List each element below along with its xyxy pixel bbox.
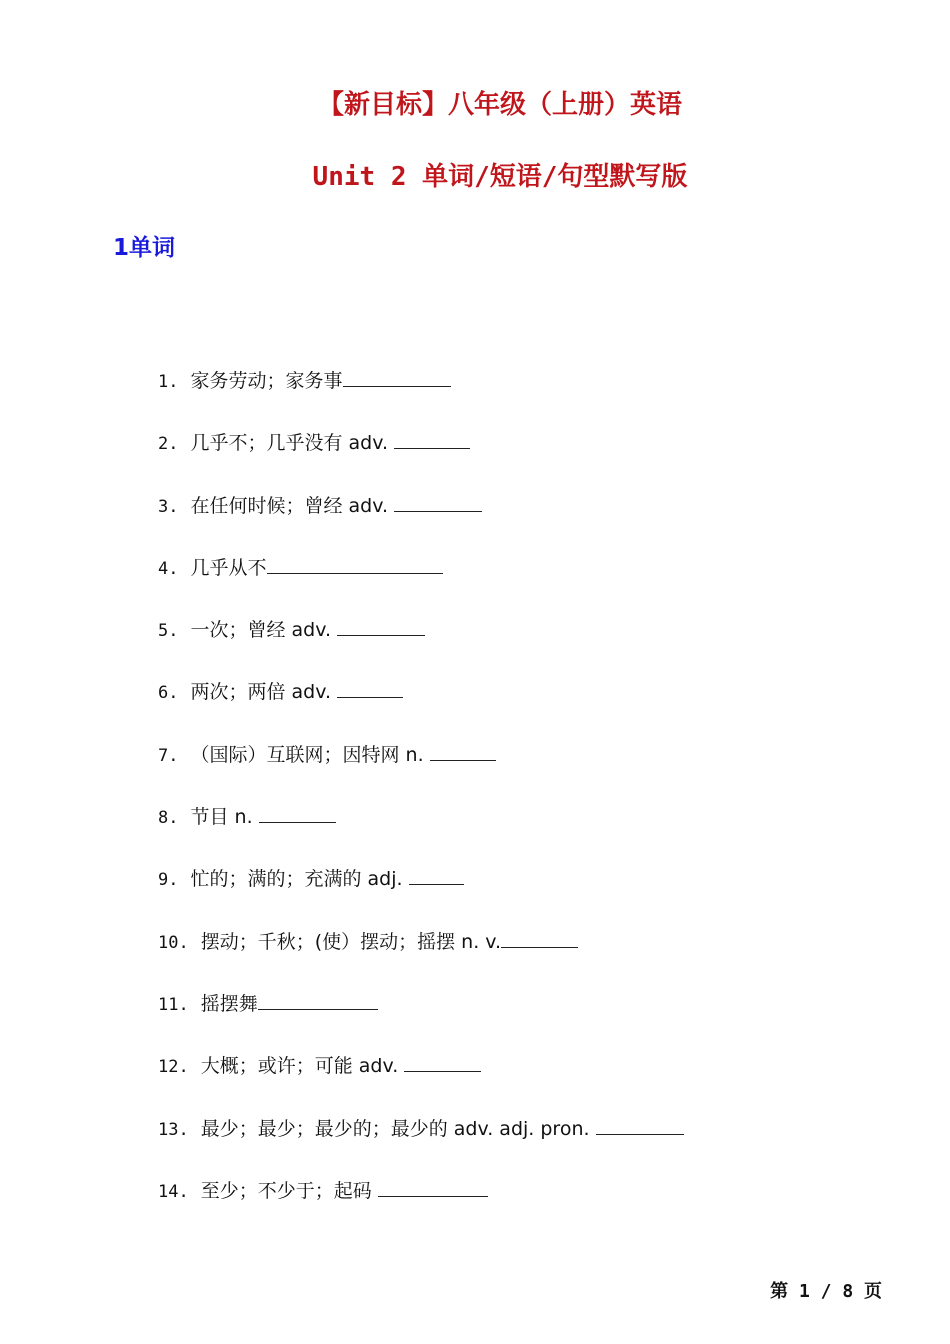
item-prompt: 两次；两倍 adv. [190, 681, 332, 704]
answer-blank[interactable] [394, 491, 482, 512]
item-number: 11. [158, 994, 189, 1015]
list-item [158, 615, 684, 677]
item-number: 1. [158, 372, 179, 392]
list-item [158, 428, 684, 490]
section-heading: 1单词 [113, 235, 176, 261]
item-prompt: （国际）互联网；因特网 n. [190, 743, 424, 766]
list-item [158, 1051, 684, 1113]
list-item [158, 553, 684, 615]
list-item [158, 740, 684, 802]
answer-blank[interactable] [409, 864, 464, 885]
answer-blank[interactable] [337, 677, 403, 698]
list-item [158, 864, 684, 926]
item-number: 9. [158, 870, 179, 891]
document-subtitle: Unit 2 单词/短语/句型默写版 [312, 162, 688, 192]
list-item [158, 802, 684, 864]
item-prompt: 摇摆舞 [200, 992, 258, 1015]
list-item [158, 1114, 684, 1176]
item-number: 3. [158, 496, 179, 517]
item-number: 5. [158, 621, 179, 642]
item-number: 10. [158, 932, 189, 953]
item-prompt: 一次；曾经 adv. [190, 619, 332, 642]
list-item [158, 989, 684, 1051]
item-number: 6. [158, 683, 179, 704]
answer-blank[interactable] [404, 1051, 481, 1072]
item-number: 13. [158, 1119, 189, 1140]
item-number: 12. [158, 1057, 189, 1078]
item-prompt: 最少；最少；最少的；最少的 adv. adj. pron. [200, 1117, 590, 1140]
list-item [158, 366, 684, 428]
answer-blank[interactable] [378, 1176, 488, 1197]
list-item [158, 927, 684, 989]
item-number: 14. [158, 1181, 189, 1202]
item-number: 7. [158, 745, 179, 766]
item-prompt: 几乎不；几乎没有 adv. [190, 432, 389, 455]
item-prompt: 家务劳动；家务事 [190, 370, 343, 392]
list-item [158, 491, 684, 553]
item-prompt: 摆动；千秋；(使）摆动；摇摆 n. v. [200, 930, 502, 953]
answer-blank[interactable] [337, 615, 425, 636]
list-item [158, 677, 684, 739]
answer-blank[interactable] [259, 802, 336, 823]
item-prompt: 大概；或许；可能 adv. [200, 1055, 399, 1078]
answer-blank[interactable] [430, 740, 496, 761]
item-prompt: 在任何时候；曾经 adv. [190, 494, 389, 517]
answer-blank[interactable] [258, 989, 378, 1010]
page-number: 第 1 / 8 页 [770, 1281, 882, 1302]
item-prompt: 节目 n. [190, 806, 253, 829]
item-number: 2. [158, 434, 179, 455]
document-title: 【新目标】八年级（上册）英语 [317, 90, 682, 120]
answer-blank[interactable] [501, 927, 578, 948]
answer-blank[interactable] [343, 366, 451, 387]
vocabulary-list [158, 366, 684, 1238]
item-prompt: 几乎从不 [190, 556, 267, 579]
answer-blank[interactable] [394, 428, 470, 449]
item-number: 8. [158, 808, 179, 829]
item-prompt: 忙的；满的；充满的 adj. [190, 868, 403, 891]
list-item [158, 1176, 684, 1238]
item-prompt: 至少；不少于；起码 [200, 1179, 372, 1202]
item-number: 4. [158, 558, 179, 579]
answer-blank[interactable] [596, 1114, 684, 1135]
answer-blank[interactable] [267, 553, 443, 574]
